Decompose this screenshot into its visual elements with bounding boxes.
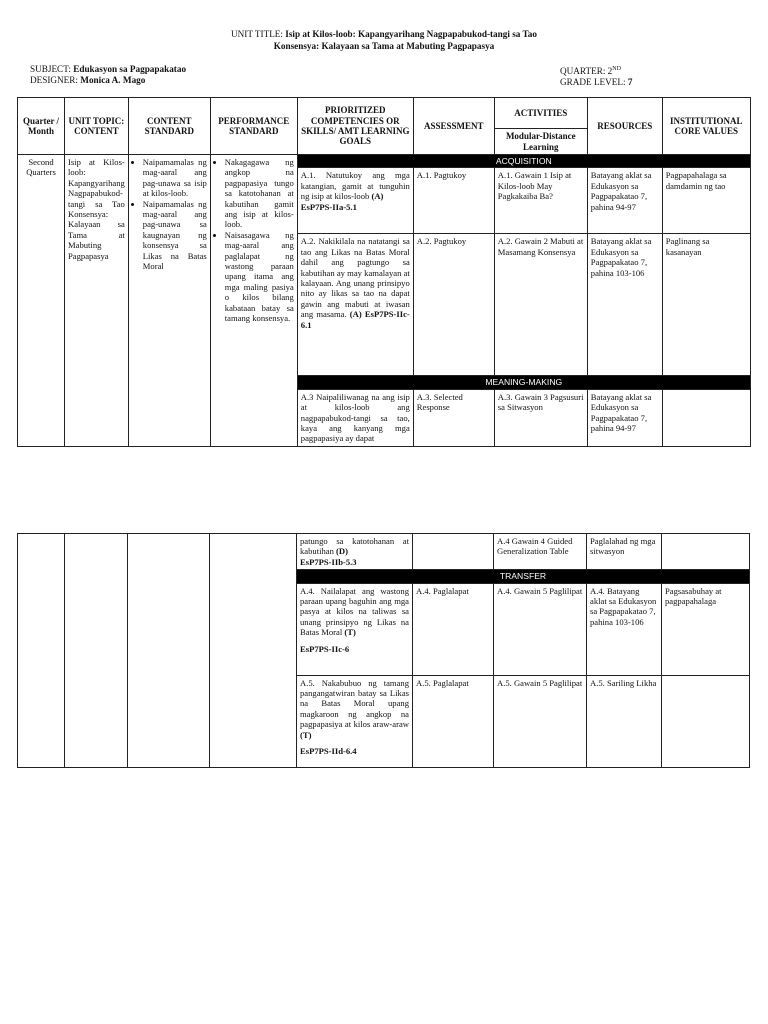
empty-cell: [128, 534, 210, 768]
grade-label: GRADE LEVEL:: [560, 77, 628, 88]
resource-cell: A.4. Batayang aklat sa Edukasyon sa Pagpapakatao 7, pahina 103-106: [587, 583, 662, 675]
competency-tag: (A): [371, 191, 384, 202]
competency-tag: (T): [300, 729, 312, 740]
core-value-cell: Pagsasabuhay at pagpapahalaga: [662, 583, 750, 675]
col-performance-standard-header: PERFORMANCE STANDARD: [210, 98, 297, 155]
designer-label: DESIGNER:: [30, 75, 81, 85]
performance-standard-item: • Nakagagawa ng angkop na pagpapasiya tungo sa katotohanan at kabutihan gamit ang isip at kilos-loob.: [225, 157, 294, 230]
curriculum-table-part2: [17, 533, 750, 768]
competency-cell: [297, 234, 413, 376]
activity-cell: A.5. Gawain 5 Paglilipat: [494, 675, 587, 767]
core-value-cell: [662, 389, 750, 446]
competency-text: A.1. Natutukoy ang mga katangian, gamit at tunguhin ng isip at kilos-loob: [300, 170, 410, 202]
assessment-cell: [413, 534, 494, 570]
quarter-grade: [560, 64, 632, 88]
subject-label: SUBJECT:: [30, 64, 74, 74]
subject-value: Edukasyon sa Pagpapakatao: [73, 64, 187, 74]
resource-cell: Paglalahad ng mga sitwasyon: [587, 534, 662, 570]
competency-code: EsP7PS-IIb-5.3: [300, 556, 357, 567]
assessment-cell: A.3. Selected Response: [413, 389, 494, 446]
activity-cell: A.2. Gawain 2 Mabuti at Masamang Konsensya: [494, 234, 587, 376]
core-value-cell: Paglinang sa kasanayan: [662, 234, 750, 376]
col-assessment-header: ASSESSMENT: [413, 98, 494, 155]
content-standard-item: • Naipamamalas ng mag-aaral ang pag-unawa sa isip at kilos-loob.: [143, 157, 207, 199]
competency-code: EsP7PS-IIa-5.1: [300, 201, 357, 212]
grade-value: 7: [627, 77, 633, 88]
meaning-making-band: MEANING-MAKING: [297, 376, 750, 389]
col-quarter-header: Quarter / Month: [18, 98, 65, 155]
acquisition-band: ACQUISITION: [297, 155, 750, 168]
content-standard-cell: [128, 155, 210, 447]
competency-text: A.5. Nakabubuo ng tamang pangangatwiran batay sa Likas na Batas Moral upang magkaroon ng angkop na pagpapasiya at kilos araw-araw: [300, 677, 409, 730]
competency-cell: [297, 168, 413, 234]
unit-title-line2: Konsensya: Kalayaan sa Tama at Mabuting Pagpapasya: [273, 41, 495, 51]
competency-cell: [297, 583, 413, 675]
designer-value: Monica A. Mago: [80, 75, 146, 85]
competency-code: EsP7PS-IId-6.4: [300, 746, 357, 757]
competency-tag: (T): [344, 627, 356, 638]
competency-tag: (A): [349, 309, 362, 320]
resource-cell: Batayang aklat sa Edukasyon sa Pagpapakatao 7, pahina 94-97: [587, 168, 662, 234]
competency-cell: [297, 534, 413, 570]
competency-cell: A.3 Naipaliliwanag na ang isip at kilos-loob ang nagpapabukod-tangi sa tao, kaya ang kanyang mga pagpapasiya ay dapat: [297, 389, 413, 446]
performance-standard-item: • Naisasagawa ng mag-aaral ang paglalapat ng wastong paraan upang itama ang mga maling pasiya o kilos bilang kabataan batay sa tamang konsensya.: [225, 230, 294, 324]
empty-cell: [18, 534, 65, 768]
resource-cell: A.5. Sariling Likha: [587, 675, 662, 767]
core-value-cell: Pagpapahalaga sa damdamin ng tao: [662, 168, 750, 234]
assessment-cell: A.2. Pagtukoy: [413, 234, 494, 376]
resource-cell: Batayang aklat sa Edukasyon sa Pagpapakatao 7, pahina 94-97: [587, 389, 662, 446]
unit-title-label: UNIT TITLE:: [231, 29, 286, 39]
competency-text: patungo sa katotohanan at kabutihan: [300, 536, 409, 557]
quarter-cell: Second Quarters: [18, 155, 65, 447]
col-activities-subheader: Modular-Distance Learning: [494, 129, 587, 155]
subject-designer: [30, 64, 186, 86]
competency-cell: [297, 675, 413, 767]
competency-tag: (D): [336, 546, 348, 557]
competency-code: EsP7PS-IIc-6.1: [300, 309, 410, 330]
competency-text: A.4. Nailalapat ang wastong paraan upang baguhin ang mga pasya at kilos na taliwas sa unang prinsipyo ng Likas na Batas Moral: [300, 585, 409, 638]
table-row: [18, 534, 750, 570]
topic-cell: Isip at Kilos-loob: Kapangyarihang Nagpapabukod-tangi sa Tao Konsensya: Kalayaan sa Tama at Mabuting Pagpapasya: [65, 155, 129, 447]
activity-cell: A.4. Gawain 5 Paglilipat: [494, 583, 587, 675]
col-resources-header: RESOURCES: [587, 98, 662, 155]
assessment-cell: A.4. Paglalapat: [413, 583, 494, 675]
empty-cell: [65, 534, 128, 768]
col-competencies-header: PRIORITIZED COMPETENCIES OR SKILLS/ AMT LEARNING GOALS: [297, 98, 413, 155]
competency-text: A.2. Nakikilala na natatangi sa tao ang Likas na Batas Moral dahil ang pagtungo sa kabutihan ay may kamalayan at kalayaan. Ang unang prinsipyo nito ay likas sa tao na dapat gawin ang mabuti at iwasan ang masama.: [300, 236, 410, 320]
col-topic-header: UNIT TOPIC: CONTENT: [65, 98, 129, 155]
resource-cell: Batayang aklat sa Edukasyon sa Pagpapakatao 7, pahina 103-106: [587, 234, 662, 376]
empty-cell: [210, 534, 297, 768]
core-value-cell: [662, 534, 750, 570]
quarter-sup: ND: [612, 66, 621, 72]
transfer-band: TRANSFER: [297, 570, 750, 583]
curriculum-table-part1: [17, 97, 751, 447]
col-content-standard-header: CONTENT STANDARD: [128, 98, 210, 155]
activity-cell: A.1. Gawain 1 Isip at Kilos-loob May Pagkakaiba Ba?: [494, 168, 587, 234]
performance-standard-cell: [210, 155, 297, 447]
assessment-cell: A.5. Paglalapat: [413, 675, 494, 767]
activity-cell: A.3. Gawain 3 Pagsusuri sa Sitwasyon: [494, 389, 587, 446]
assessment-cell: A.1. Pagtukoy: [413, 168, 494, 234]
quarter-label: QUARTER: 2: [560, 66, 613, 77]
activity-cell: A.4 Gawain 4 Guided Generalization Table: [494, 534, 587, 570]
unit-title: [0, 28, 768, 52]
competency-code: EsP7PS-IIc-6: [300, 643, 350, 654]
content-standard-item: • Naipamamalas ng mag-aaral ang pag-unawa sa kaugnayan ng konsensya sa Likas na Batas Moral: [143, 199, 207, 272]
core-value-cell: [662, 675, 750, 767]
col-activities-header: ACTIVITIES: [494, 98, 587, 129]
unit-title-value: Isip at Kilos-loob: Kapangyarihang Nagpapabukod-tangi sa Tao: [285, 29, 537, 39]
col-core-values-header: INSTITUTIONAL CORE VALUES: [662, 98, 750, 155]
